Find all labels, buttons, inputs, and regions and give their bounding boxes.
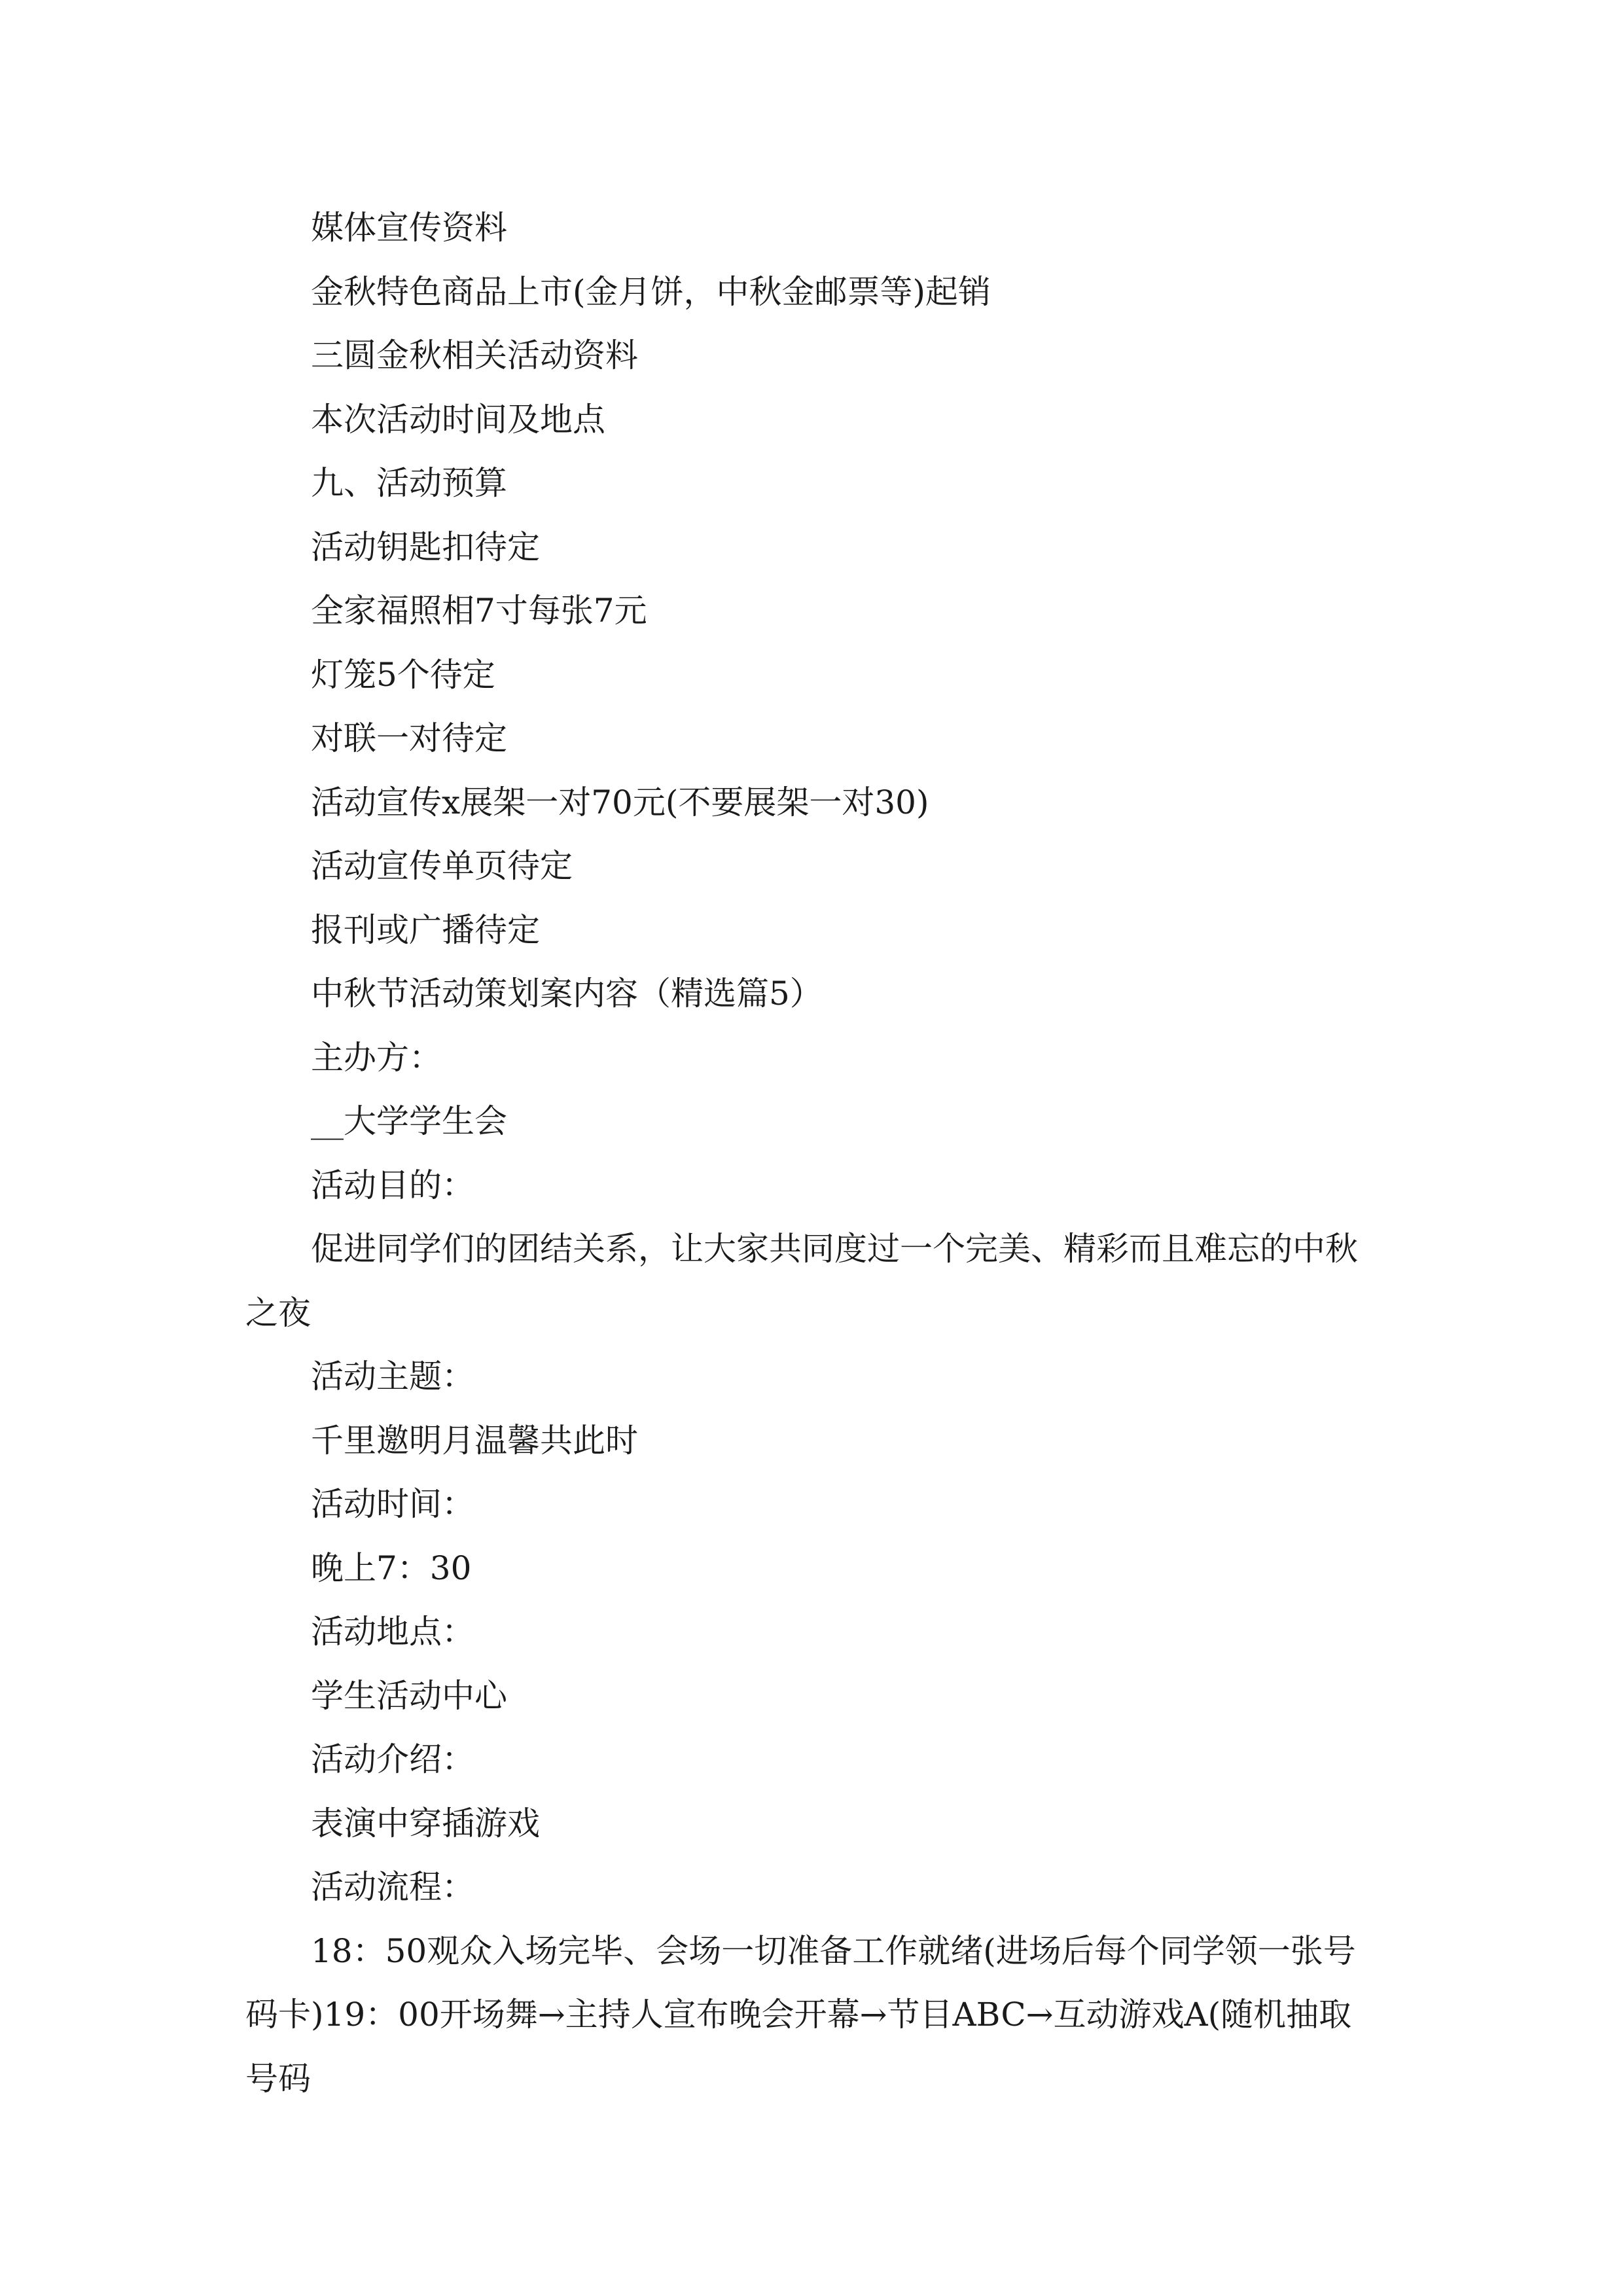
paragraph: 主办方： [311, 1038, 442, 1077]
paragraph: 千里邀明月温馨共此时 [311, 1421, 638, 1460]
paragraph: 活动介绍： [311, 1740, 474, 1778]
paragraph: 灯笼5个待定 [311, 655, 495, 694]
paragraph: 活动钥匙扣待定 [311, 528, 540, 566]
section-heading: 九、活动预算 [311, 464, 507, 502]
paragraph: 18：50观众入场完毕、会场一切准备工作就绪(进场后每个同学领一张号码卡)19：00开场舞→主持人宣布晚会开幕→节目ABC→互动游戏A(随机抽取号码 [245, 1931, 1356, 2098]
body-text [245, 196, 1378, 2111]
paragraph: __大学学生会 [311, 1102, 507, 1140]
paragraph: 活动主题： [311, 1357, 474, 1395]
paragraph: 促进同学们的团结关系，让大家共同度过一个完美、精彩而且难忘的中秋之夜 [245, 1230, 1358, 1332]
paragraph: 表演中穿插游戏 [311, 1804, 540, 1842]
paragraph: 全家福照相7寸每张7元 [311, 592, 647, 630]
paragraph: 活动时间： [311, 1485, 474, 1523]
paragraph: 活动地点： [311, 1613, 474, 1651]
paragraph: 活动流程： [311, 1868, 474, 1906]
paragraph: 报刊或广播待定 [311, 910, 540, 949]
paragraph: 媒体宣传资料 [311, 209, 507, 247]
paragraph: 活动目的： [311, 1166, 474, 1204]
paragraph: 对联一对待定 [311, 719, 507, 757]
paragraph: 三圆金秋相关活动资料 [311, 336, 638, 374]
section-heading: 中秋节活动策划案内容（精选篇5） [311, 975, 823, 1013]
paragraph: 活动宣传单页待定 [311, 847, 573, 885]
paragraph: 学生活动中心 [311, 1676, 507, 1715]
paragraph: 活动宣传x展架一对70元(不要展架一对30) [311, 783, 929, 821]
paragraph: 晚上7：30 [311, 1549, 472, 1587]
paragraph: 本次活动时间及地点 [311, 400, 605, 439]
paragraph: 金秋特色商品上市(金月饼，中秋金邮票等)起销 [311, 272, 991, 311]
